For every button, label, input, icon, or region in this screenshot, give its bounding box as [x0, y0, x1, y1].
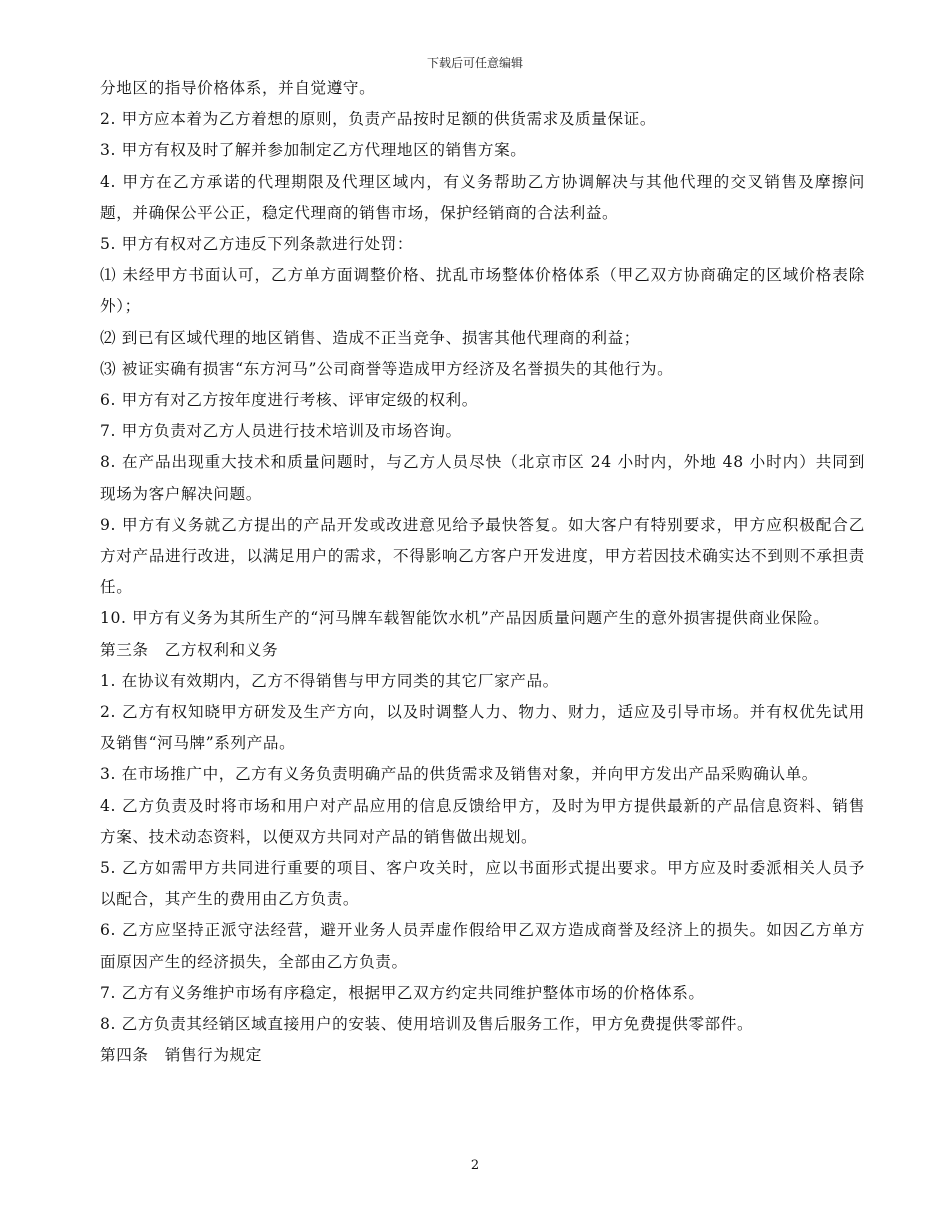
clause-2-9: 9. 甲方有义务就乙方提出的产品开发或改进意见给予最快答复。如大客户有特别要求，甲方应积极配合乙方对产品进行改进，以满足用户的需求，不得影响乙方客户开发进度，甲方若因技术确实达不到则不承担责任。	[100, 515, 865, 597]
clause-3-5: 5. 乙方如需甲方共同进行重要的项目、客户攻关时，应以书面形式提出要求。甲方应及时委派相关人员予以配合，其产生的费用由乙方负责。	[100, 859, 865, 909]
clause-3-2: 2. 乙方有权知晓甲方研发及生产方向，以及时调整人力、物力、财力，适应及引导市场。并有权优先试用及销售“河马牌”系列产品。	[100, 703, 865, 753]
clause-2-4: 4. 甲方在乙方承诺的代理期限及代理区域内，有义务帮助乙方协调解决与其他代理的交叉销售及摩擦问题，并确保公平公正，稳定代理商的销售市场，保护经销商的合法利益。	[100, 172, 865, 222]
clause-3-1: 1. 在协议有效期内，乙方不得销售与甲方同类的其它厂家产品。	[100, 671, 559, 690]
clause-2-5-item-1: ⑴ 未经甲方书面认可，乙方单方面调整价格、扰乱市场整体价格体系（甲乙双方协商确定的区域价格表除外）；	[100, 266, 865, 316]
clause-3-3: 3. 在市场推广中，乙方有义务负责明确产品的供货需求及销售对象，并向甲方发出产品采购确认单。	[100, 765, 818, 784]
clause-2-7: 7. 甲方负责对乙方人员进行技术培训及市场咨询。	[100, 422, 462, 441]
clause-2-6: 6. 甲方有对乙方按年度进行考核、评审定级的权利。	[100, 391, 478, 410]
section-heading-article-4: 第四条 销售行为规定	[100, 1046, 262, 1065]
page-number: 2	[470, 1158, 480, 1173]
clause-2-2: 2. 甲方应本着为乙方着想的原则，负责产品按时足额的供货需求及质量保证。	[100, 110, 657, 129]
document-body	[100, 73, 865, 1072]
page-header-note: 下载后可任意编辑	[426, 56, 523, 70]
clause-2-5-item-3: ⑶ 被证实确有损害“东方河马”公司商誉等造成甲方经济及名誉损失的其他行为。	[100, 359, 674, 378]
clause-3-7: 7. 乙方有义务维护市场有序稳定，根据甲乙双方约定共同维护整体市场的价格体系。	[100, 983, 705, 1002]
clause-2-8: 8. 在产品出现重大技术和质量问题时，与乙方人员尽快（北京市区 24 小时内，外地 48 小时内）共同到现场为客户解决问题。	[100, 453, 865, 503]
clause-3-4: 4. 乙方负责及时将市场和用户对产品应用的信息反馈给甲方，及时为甲方提供最新的产品信息资料、销售方案、技术动态资料，以便双方共同对产品的销售做出规划。	[100, 796, 865, 846]
clause-3-8: 8. 乙方负责其经销区域直接用户的安装、使用培训及售后服务工作，甲方免费提供零部件。	[100, 1015, 754, 1034]
clause-2-10: 10. 甲方有义务为其所生产的“河马牌车载智能饮水机”产品因质量问题产生的意外损害提供商业保险。	[100, 609, 830, 628]
clause-3-6: 6. 乙方应坚持正派守法经营，避开业务人员弄虚作假给甲乙双方造成商誉及经济上的损失。如因乙方单方面原因产生的经济损失，全部由乙方负责。	[100, 921, 865, 971]
section-heading-article-3: 第三条 乙方权利和义务	[100, 640, 279, 659]
clause-2-3: 3. 甲方有权及时了解并参加制定乙方代理地区的销售方案。	[100, 141, 527, 160]
paragraph-continuation: 分地区的指导价格体系，并自觉遵守。	[100, 79, 376, 97]
clause-2-5-item-2: ⑵ 到已有区域代理的地区销售、造成不正当竞争、损害其他代理商的利益；	[100, 328, 640, 347]
clause-2-5: 5. 甲方有权对乙方违反下列条款进行处罚：	[100, 235, 414, 254]
